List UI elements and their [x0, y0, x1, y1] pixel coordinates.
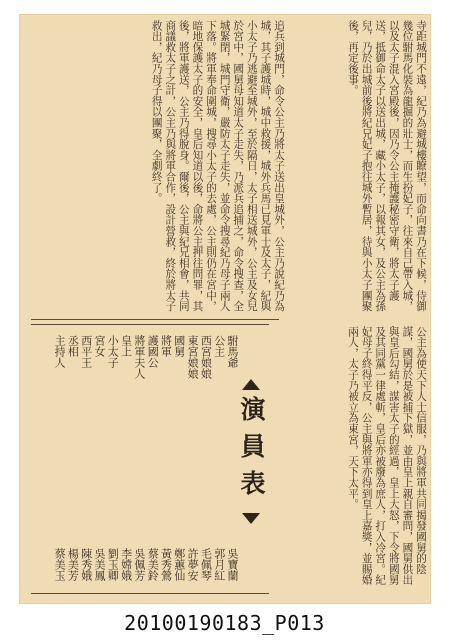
cast-actor: 李嫦娥 [119, 548, 133, 581]
cast-role: 皇上 [119, 335, 133, 357]
cast-actor: 蔡美玉 [53, 548, 67, 581]
cast-role: 護國公 [146, 335, 160, 368]
cast-entry [50, 335, 66, 581]
cast-actor: 陳秀娥 [79, 548, 93, 581]
cast-role: 國舅 [172, 335, 186, 357]
cast-list [31, 324, 269, 594]
cast-actor: 許夢安 [186, 548, 200, 581]
image-caption: 20100190183_P013 [124, 611, 325, 635]
cast-actor: 吳寶蘭 [226, 548, 239, 581]
cast-actor: 楊美芳 [66, 548, 80, 581]
cast-role: 主持人 [53, 335, 67, 368]
cast-actor: 黃秀鶯 [159, 548, 173, 581]
cast-role: 將軍夫人 [132, 335, 146, 379]
cast-actor: 蔡美鈴 [146, 548, 160, 581]
cast-role: 丞相 [66, 335, 80, 357]
cast-title: 演員表 [237, 396, 266, 507]
cast-role: 宮女 [93, 335, 106, 357]
cast-actor: 吳佩芳 [132, 548, 146, 581]
cast-role: 小太子 [106, 335, 120, 368]
cast-role: 駙馬爺 [226, 335, 239, 368]
program-page [19, 14, 431, 604]
triangle-up-icon [242, 379, 260, 390]
triangle-down-icon [242, 513, 260, 524]
cast-actor: 劉玉卿 [106, 548, 120, 581]
synopsis-paragraph-1: 寺距城門不遠，紀乃為避城樓瞭望，而命向書乃在下候，侍御幾位駙馬化裝為龍掘的壯士，而生扮妃子，往來自己帶入城，以及太子混入宮殿後，因乃令公主掩護秘密守衛，將太子護送，抵御命太子以送出城，藏小太子，以報其女，及公主為孫兒，乃於出城前後將紀兄妃子抱往城外暫居，待與小太子團聚後，再定後事。 [347, 20, 427, 312]
cast-actor: 郭月紅 [212, 548, 226, 581]
cast-role: 將軍 [159, 335, 173, 357]
synopsis-paragraph-3: 公主為使天下人士信服，乃與將軍共同揭發國舅的陰謀，國舅於是被捕下獄，並由皇上親自審問，國舅供出與皇后勾結，謀害太子的經過，皇上大怒，下令將國舅及其同黨一律處斬，皇后亦被廢為庶人，打入冷宮。紀妃母子終得平反，公主與將軍亦得到皇上嘉獎，並賜婚兩人，太子乃被立為東宮，天下太平。 [347, 326, 427, 586]
cast-role: 公主 [212, 335, 226, 357]
cast-role: 東宮娘娘 [186, 335, 200, 379]
cast-role: 西宮娘娘 [199, 335, 213, 379]
section-divider [31, 319, 279, 320]
cast-actor: 鄭蕙仙 [172, 548, 186, 581]
cast-role: 西平王 [79, 335, 93, 368]
cast-actor: 毛佩琴 [199, 548, 213, 581]
cast-title-block [234, 379, 268, 569]
synopsis-paragraph-2: 追兵到城門，命令公主乃將太子送出皇城外，公主乃說紀乃為城，其子護城時，城中救援，城外兵馬已見軍士及太子，紀與小太子乃逃避至城外，至於隔日，太子相送城外，公主及女兒於宮中，國舅母知道太子走失，乃派兵追捕之，命令搜查，全城緊閉，城門守衛，嚴防太子走失，並命令搜尋紀乃母子兩人下落。將軍奉命圍城，搜尋小太子的去處，公主則仍在宮中，暗地保護太子的安全，皇后知道以後，命將公主押往問罪，其後，將軍護送，公主乃得脫身。爾後，公主與紀兄相會，共同商議救太子之計，公主乃與將軍合作，設計營救，終於將太子救出，紀乃母子得以團聚，全劇終了。 [150, 20, 285, 312]
cast-actor: 吳美鳳 [93, 548, 106, 581]
